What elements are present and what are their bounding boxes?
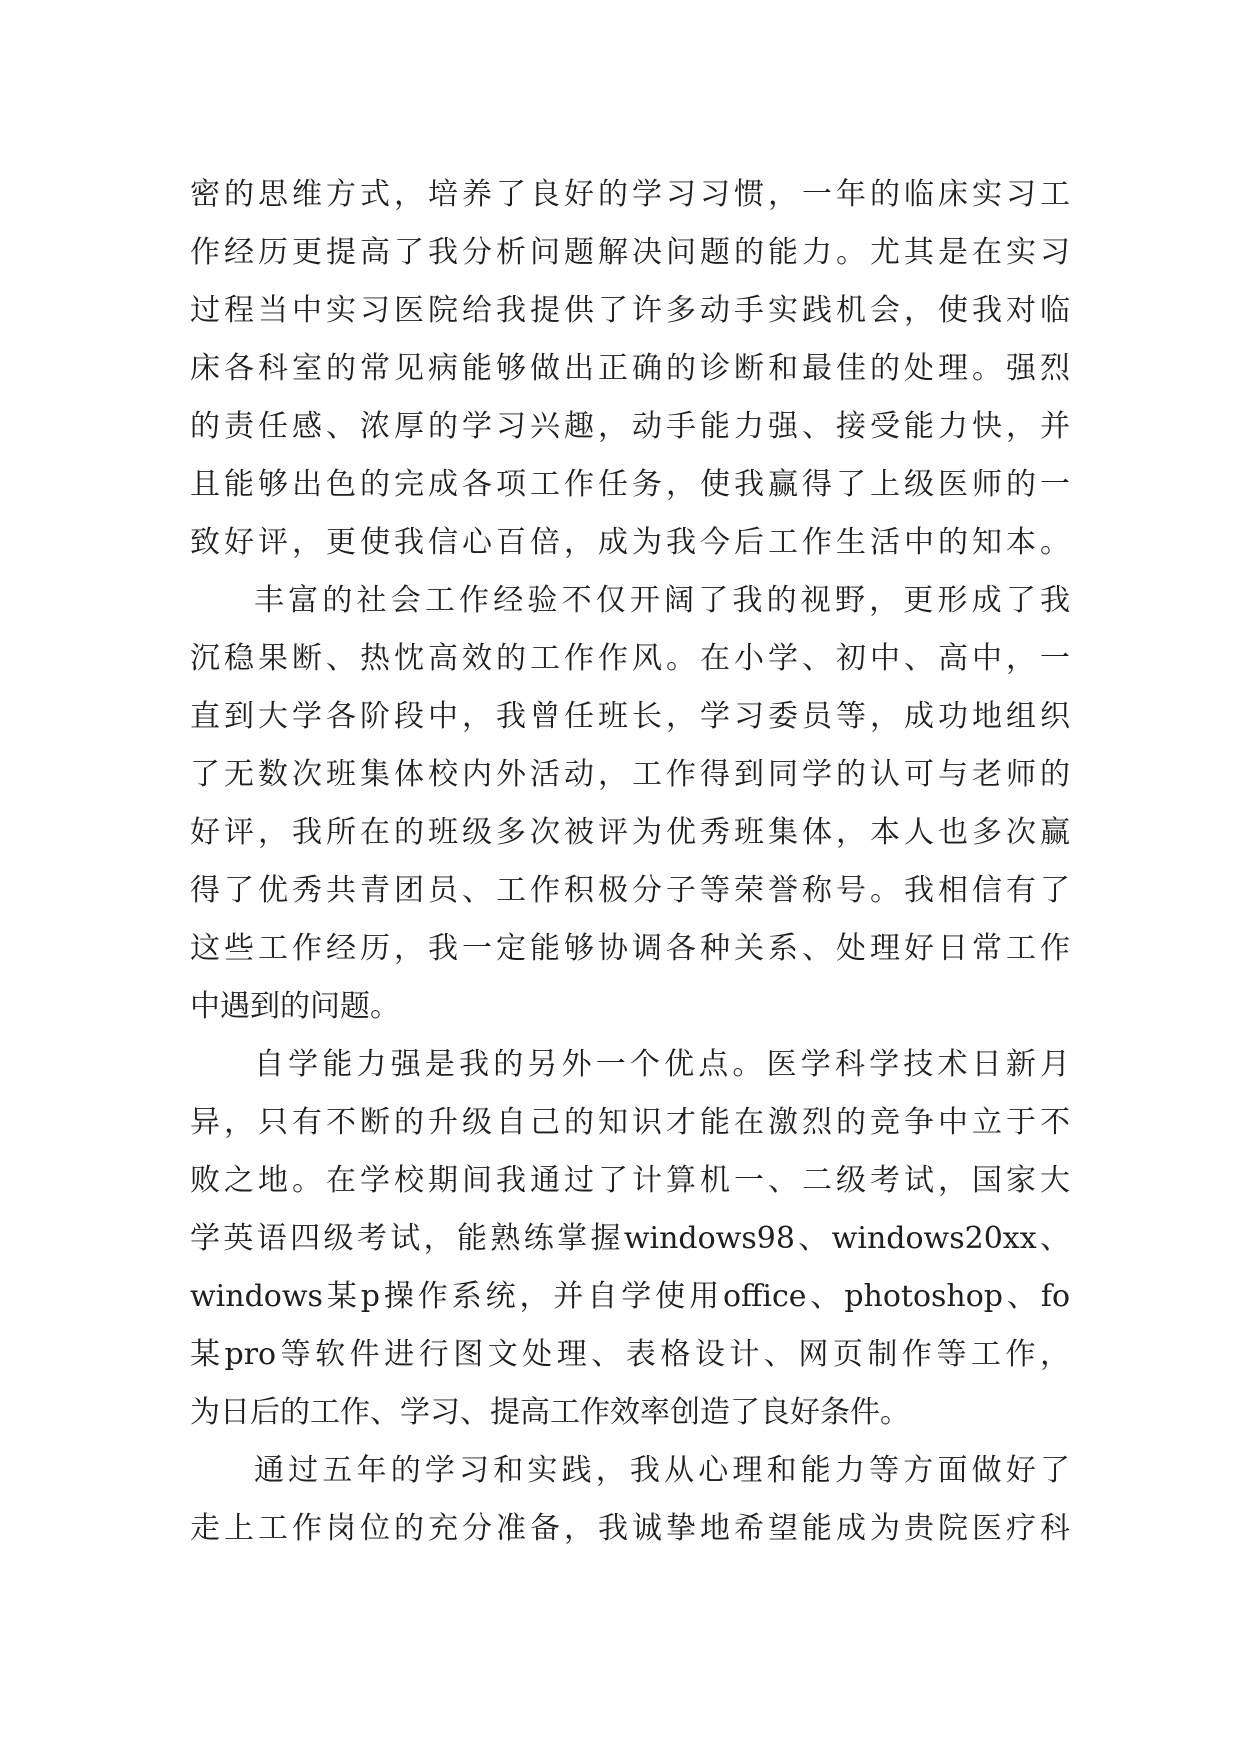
text-line: 致好评，更使我信心百倍，成为我今后工作生活中的知本。 — [190, 525, 1070, 560]
text-line: 败之地。在学校期间我通过了计算机一、二级考试，国家大 — [190, 1163, 1070, 1198]
text-line: 得了优秀共青团员、工作积极分子等荣誉称号。我相信有了 — [190, 873, 1070, 908]
text-line: 过程当中实习医院给我提供了许多动手实践机会，使我对临 — [190, 293, 1070, 328]
text-line: 好评，我所在的班级多次被评为优秀班集体，本人也多次赢 — [190, 815, 1070, 850]
text-line: 中遇到的问题。 — [190, 989, 400, 1024]
text-line: 且能够出色的完成各项工作任务，使我赢得了上级医师的一 — [190, 467, 1070, 502]
text-line: windows某p操作系统，并自学使用office、photoshop、fo — [190, 1279, 1070, 1314]
body-text — [190, 166, 1070, 1558]
paragraph-first-line: 自学能力强是我的另外一个优点。医学科学技术日新月 — [254, 1047, 1070, 1082]
text-line: 异，只有不断的升级自己的知识才能在激烈的竞争中立于不 — [190, 1105, 1070, 1140]
text-line: 床各科室的常见病能够做出正确的诊断和最佳的处理。强烈 — [190, 351, 1070, 386]
paragraph-first-line: 丰富的社会工作经验不仅开阔了我的视野，更形成了我 — [254, 583, 1070, 618]
text-line: 了无数次班集体校内外活动，工作得到同学的认可与老师的 — [190, 757, 1070, 792]
text-line: 作经历更提高了我分析问题解决问题的能力。尤其是在实习 — [190, 235, 1070, 270]
text-line: 学英语四级考试，能熟练掌握windows98、windows20xx、 — [190, 1221, 1070, 1256]
text-line: 这些工作经历，我一定能够协调各种关系、处理好日常工作 — [190, 931, 1070, 966]
text-line: 走上工作岗位的充分准备，我诚挚地希望能成为贵院医疗科 — [190, 1511, 1070, 1546]
text-line: 直到大学各阶段中，我曾任班长，学习委员等，成功地组织 — [190, 699, 1070, 734]
text-line: 的责任感、浓厚的学习兴趣，动手能力强、接受能力快，并 — [190, 409, 1070, 444]
text-line: 为日后的工作、学习、提高工作效率创造了良好条件。 — [190, 1395, 910, 1430]
text-line: 密的思维方式，培养了良好的学习习惯，一年的临床实习工 — [190, 177, 1070, 212]
text-line: 某pro等软件进行图文处理、表格设计、网页制作等工作， — [190, 1337, 1070, 1372]
paragraph-first-line: 通过五年的学习和实践，我从心理和能力等方面做好了 — [254, 1453, 1070, 1488]
text-line: 沉稳果断、热忱高效的工作作风。在小学、初中、高中，一 — [190, 641, 1070, 676]
